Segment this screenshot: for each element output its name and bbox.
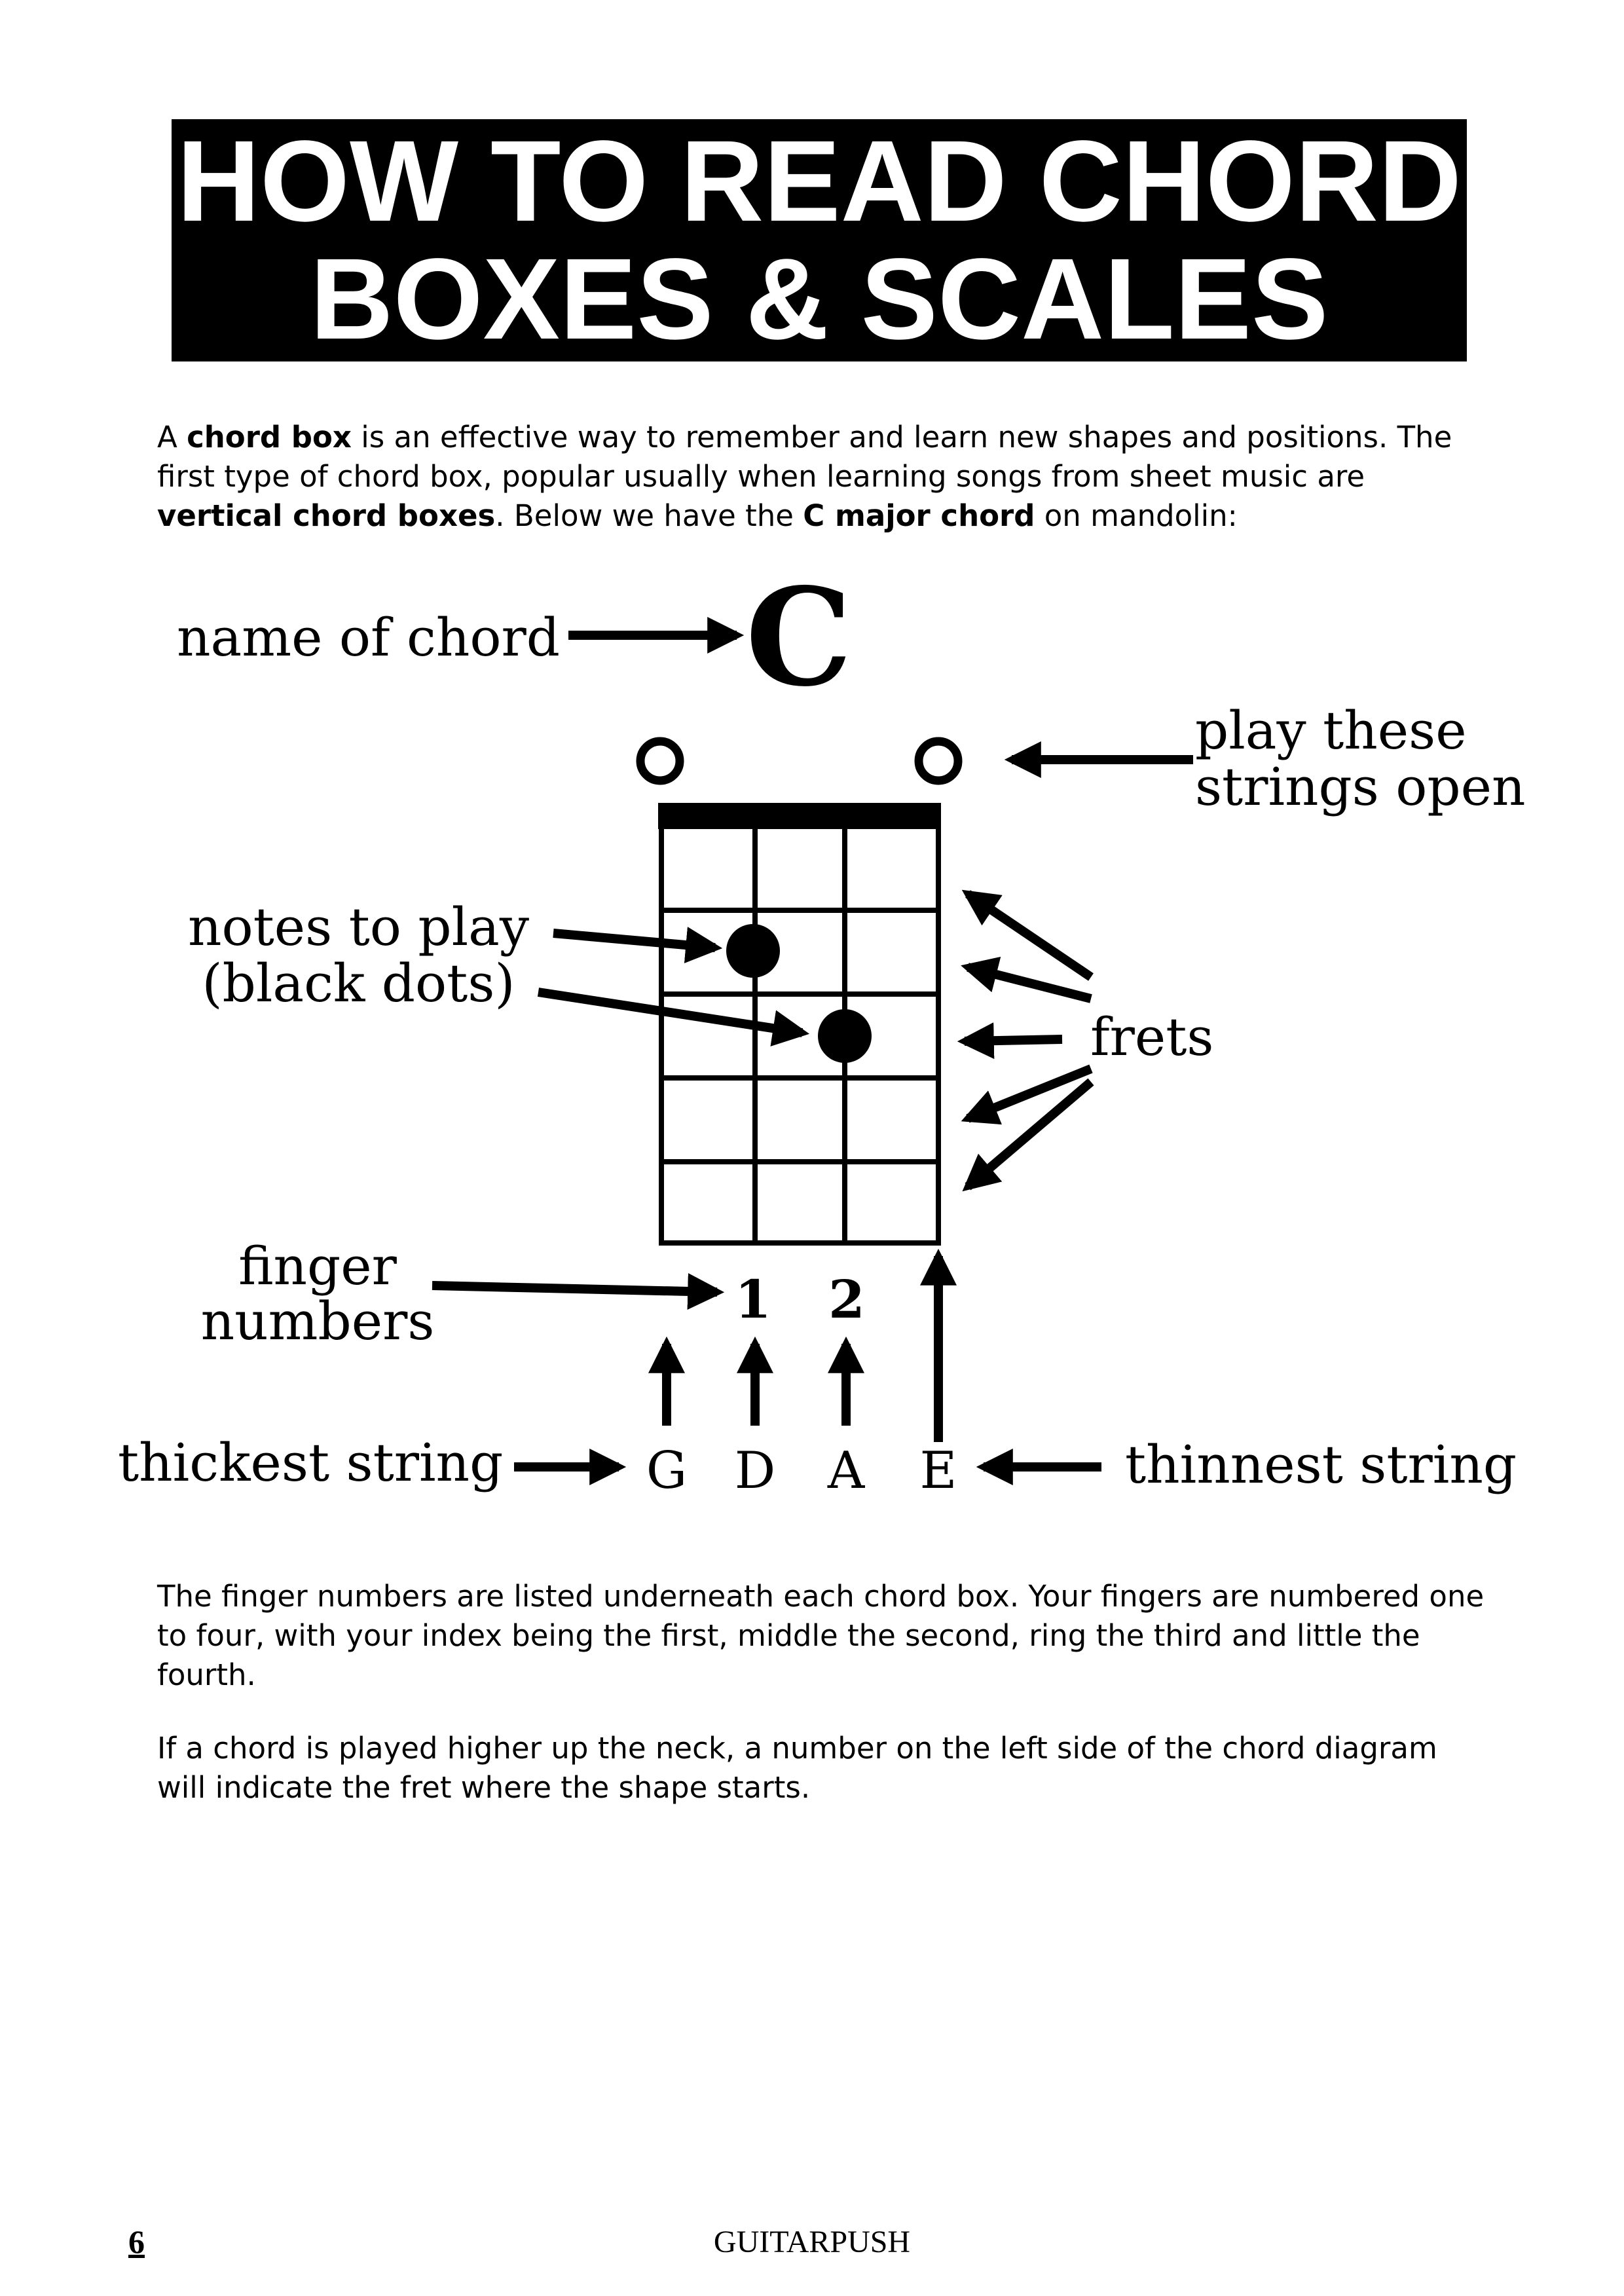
string-name-a: A	[827, 1441, 865, 1500]
string-name-e: E	[919, 1441, 957, 1500]
note-dot-d-string	[726, 924, 780, 978]
string-name-g: G	[646, 1441, 688, 1500]
label-open-strings-2: strings open	[1195, 756, 1526, 817]
label-notes-2: (black dots)	[202, 953, 515, 1014]
intro-text-2: is an effective way to remember and learn new shapes and positions. The first type of chord box, popular usually when learning songs from sheet music are	[157, 420, 1452, 494]
arrow-fret-3	[965, 1039, 1062, 1041]
nut	[658, 803, 941, 829]
footer-brand: GUITARPUSH	[713, 2225, 911, 2259]
arrow-fret-1	[968, 894, 1091, 977]
intro-text-1: A	[157, 420, 187, 454]
label-name-of-chord: name of chord	[177, 607, 560, 668]
open-string-marker-g	[640, 741, 680, 781]
label-finger-2: numbers	[200, 1291, 435, 1352]
intro-text-4: on mandolin:	[1035, 498, 1238, 533]
chord-name: C	[745, 559, 853, 716]
intro-bold-c-major: C major chord	[803, 498, 1035, 533]
label-notes-1: notes to play	[187, 897, 530, 957]
label-open-strings-1: play these	[1195, 700, 1467, 761]
intro-bold-vertical: vertical chord boxes	[157, 498, 496, 533]
finger-number-1: 1	[735, 1268, 771, 1330]
intro-text-3: . Below we have the	[495, 498, 803, 533]
label-finger-1: finger	[238, 1236, 397, 1297]
label-frets: frets	[1090, 1007, 1214, 1067]
intro-bold-chord-box: chord box	[187, 420, 352, 454]
title-line-2: BOXES & SCALES	[310, 235, 1329, 363]
body-paragraph-2: If a chord is played higher up the neck, a number on the left side of the chord diagram will indicate the fret where the shape starts.	[157, 1731, 1437, 1805]
open-string-marker-e	[919, 741, 958, 781]
string-name-d: D	[734, 1441, 776, 1500]
title-line-1: HOW TO READ CHORD	[176, 117, 1462, 246]
note-dot-a-string	[818, 1009, 872, 1063]
page-number: 6	[128, 2223, 145, 2260]
label-thinnest-string: thinnest string	[1125, 1434, 1517, 1495]
label-thickest-string: thickest string	[118, 1432, 504, 1493]
arrow-fret-2	[968, 967, 1091, 999]
body-paragraph-1: The finger numbers are listed underneath each chord box. Your fingers are numbered one to four, with your index being the first, middle the second, ring the third and little the fourth.	[157, 1579, 1485, 1692]
finger-number-2: 2	[828, 1268, 865, 1330]
